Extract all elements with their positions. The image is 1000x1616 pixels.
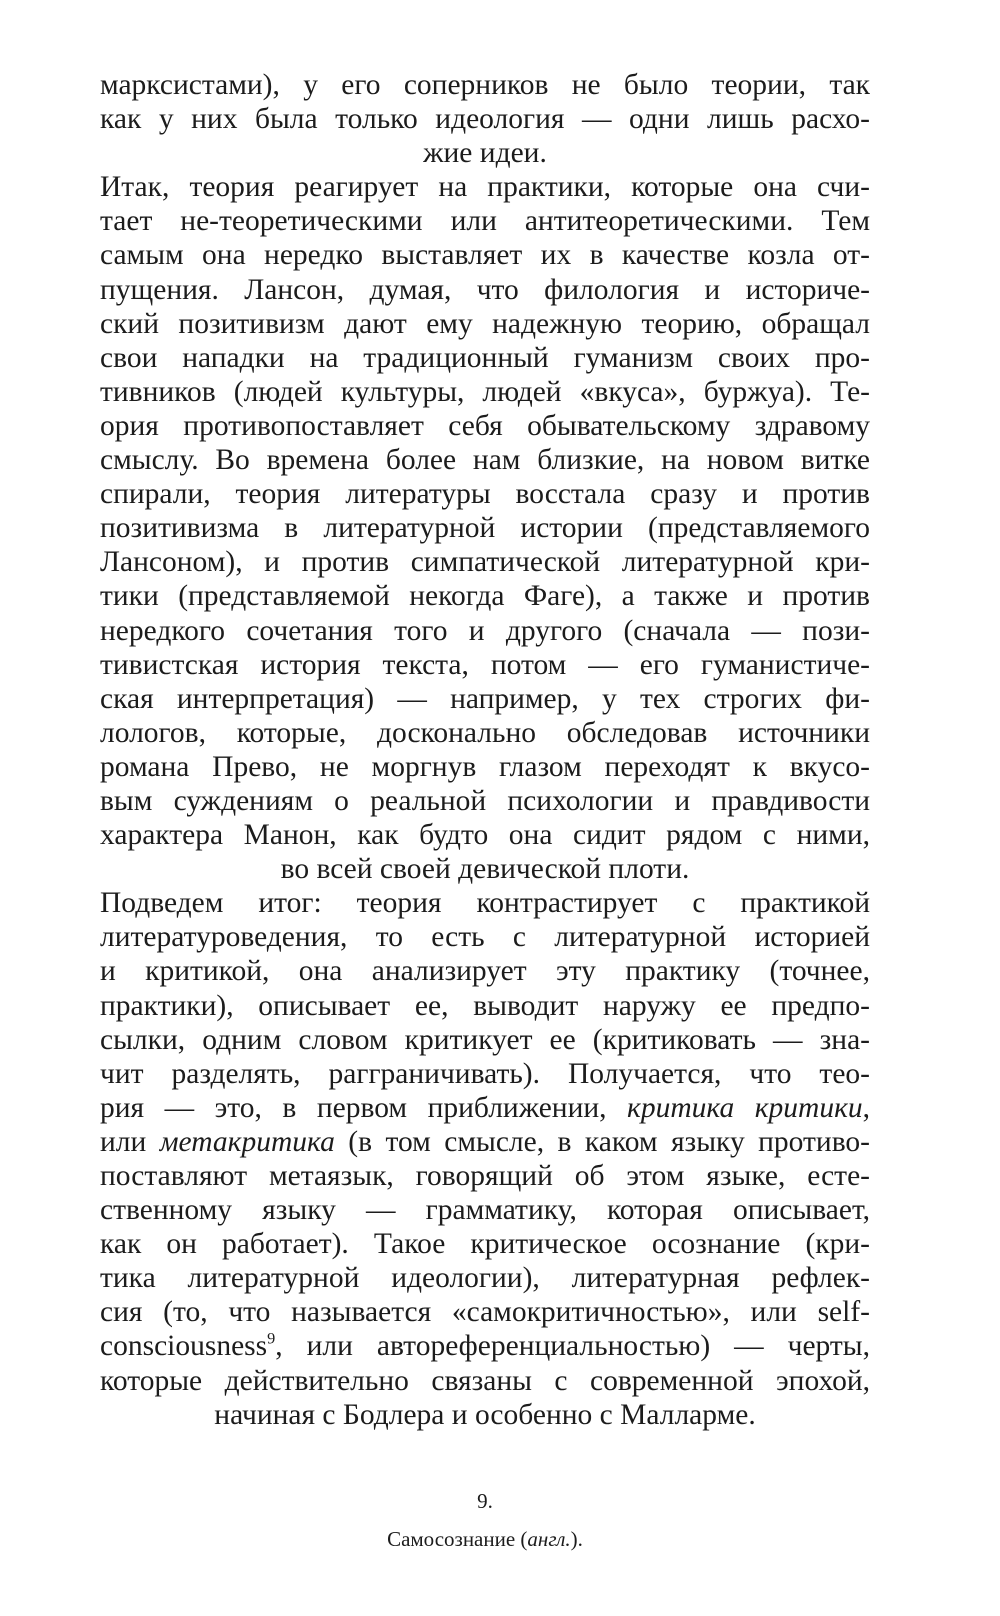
text-line	[100, 1329, 870, 1363]
italic-term: метакритика	[159, 1125, 335, 1158]
text-line: нередкого сочетания того и другого (сначала — пози-	[100, 614, 870, 647]
text-line: Лансоном), и против симпатической литературной кри-	[100, 546, 870, 579]
text-line: Итак, теория реагирует на практики, которые она счи-	[100, 171, 870, 204]
text-line: тивистская история текста, потом — его гуманистиче-	[100, 648, 870, 681]
footnote-italic: англ.	[527, 1527, 571, 1551]
text-line: чит разделять, рагграничивать). Получается, что тео-	[100, 1057, 870, 1090]
text-line: литературоведения, то есть с литературной историей	[100, 921, 870, 954]
paragraph-3	[100, 886, 870, 1432]
text-line: спирали, теория литературы восстала сразу и против	[100, 478, 870, 511]
text-line: Подведем итог: теория контрастирует с практикой	[100, 887, 870, 920]
footnote-segment: ).	[570, 1527, 583, 1551]
text-line: ственному языку — грамматику, которая описывает,	[100, 1194, 870, 1227]
text-line	[100, 1125, 870, 1159]
text-line: ский позитивизм дают ему надежную теорию, обращал	[100, 307, 870, 340]
text-segment: consciousness	[100, 1330, 268, 1363]
text-line: которые действительно связаны с современной эпохой,	[100, 1364, 870, 1397]
text-line: поставляют метаязык, говорящий об этом языке, есте-	[100, 1160, 870, 1192]
text-line: тика литературной идеологии), литературная рефлек-	[100, 1262, 870, 1295]
text-line: и критикой, она анализирует эту практику (точнее,	[100, 955, 870, 988]
footnote-number: 9.	[477, 1489, 493, 1513]
text-line: начиная с Бодлера и особенно с Малларме.	[214, 1398, 756, 1431]
paragraph-2	[100, 170, 870, 886]
italic-term: критика критики	[627, 1091, 863, 1124]
text-segment: рия — это, в первом приближении,	[100, 1091, 628, 1124]
text-line: позитивизма в литературной истории (представляемого	[100, 512, 870, 545]
text-line: тает не-теоретическими или антитеоретическими. Тем	[100, 205, 870, 238]
text-segment: или	[100, 1125, 160, 1158]
text-line: самым она нередко выставляет их в качестве козла от-	[100, 239, 870, 272]
text-line: тики (представляемой некогда Фаге), а также и против	[100, 580, 870, 613]
text-line	[100, 1091, 870, 1125]
text-line: сылки, одним словом критикует ее (критиковать — зна-	[100, 1023, 870, 1056]
text-line: практики), описывает ее, выводит наружу ее предпо-	[100, 989, 870, 1022]
text-line: сия (то, что называется «самокритичностью», или self-	[100, 1296, 870, 1329]
text-line: ская интерпретация) — например, у тех строгих фи-	[100, 682, 870, 715]
text-line: свои нападки на традиционный гуманизм своих про-	[100, 341, 870, 374]
footnote-ref[interactable]: 9	[267, 1330, 276, 1349]
text-line: ория противопоставляет себя обывательскому здравому	[100, 409, 870, 442]
text-line: вым суждениям о реальной психологии и правдивости	[100, 784, 870, 817]
text-line: марксистами), у его соперников не было теории, так	[100, 69, 870, 101]
paragraph-1	[100, 68, 870, 170]
text-line: жие идеи.	[423, 137, 547, 170]
footnote-text	[100, 1526, 870, 1552]
text-segment: (в том смысле, в каком языку противо-	[334, 1125, 871, 1158]
text-segment: ,	[862, 1091, 871, 1124]
footnote-segment: Самосознание (	[387, 1527, 528, 1551]
main-text	[100, 68, 870, 1432]
text-line: лологов, которые, досконально обследовав источники	[100, 716, 870, 749]
text-line: смыслу. Во времена более нам близкие, на новом витке	[100, 444, 870, 477]
text-line: как он работает). Такое критическое осознание (кри-	[100, 1228, 870, 1261]
text-line: во всей своей девической плоти.	[280, 853, 690, 886]
text-line: характера Манон, как будто она сидит рядом с ними,	[100, 819, 870, 852]
text-line: как у них была только идеология — одни лишь расхо-	[100, 103, 870, 136]
text-line: пущения. Лансон, думая, что филология и историче-	[100, 273, 870, 306]
text-line: тивников (людей культуры, людей «вкуса», буржуа). Те-	[100, 375, 870, 408]
text-line: романа Прево, не моргнув глазом переходят к вкусо-	[100, 750, 870, 783]
text-segment: , или автореференциальностью) — черты,	[275, 1330, 870, 1363]
